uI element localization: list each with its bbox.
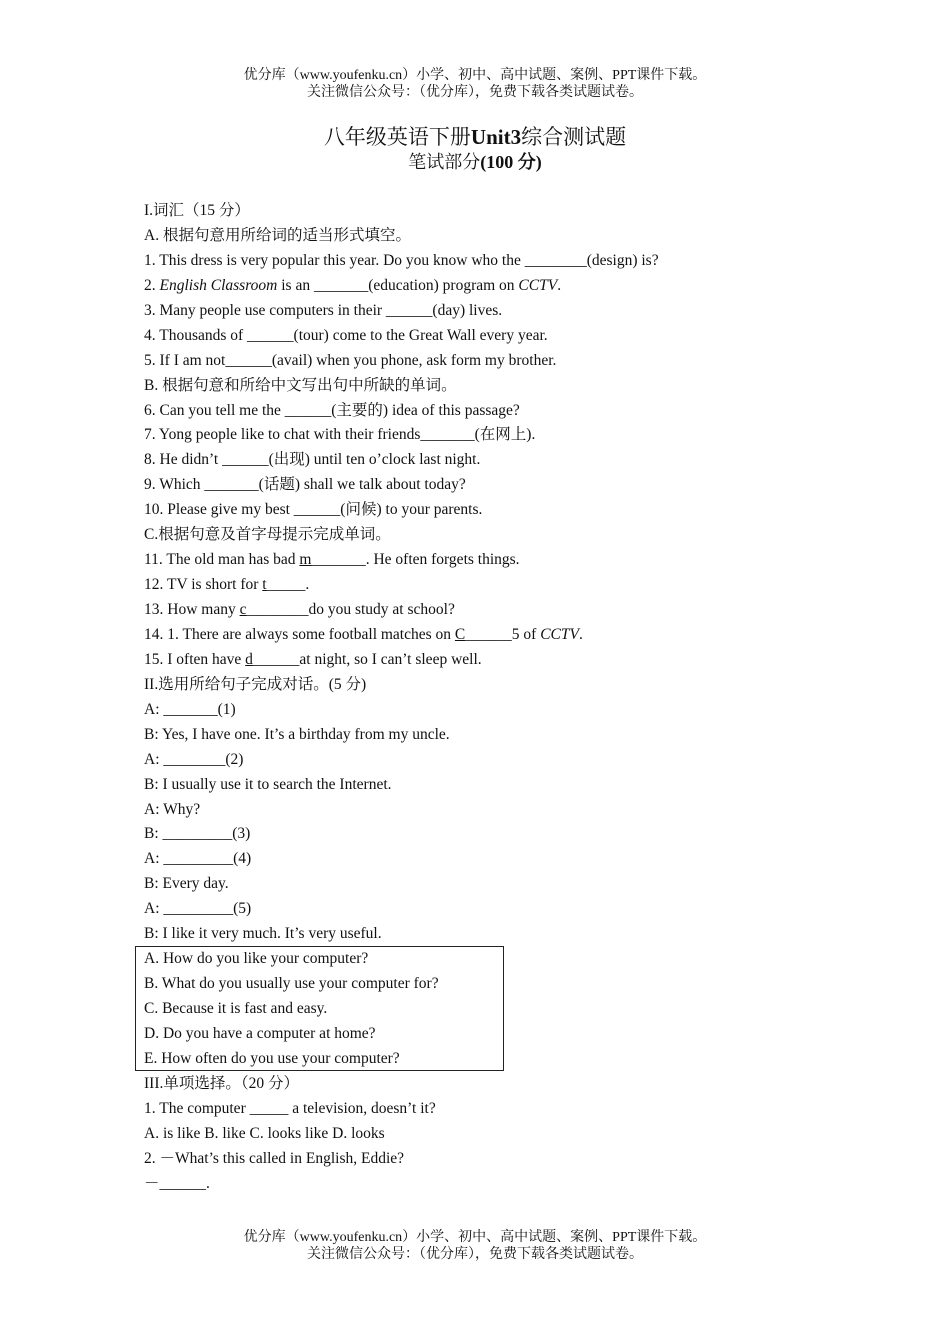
question-15 [144, 648, 844, 673]
page-subtitle [0, 151, 950, 173]
dialogue-line: B: _________(3) [144, 825, 251, 843]
dialogue-line: A: _________(4) [144, 850, 252, 868]
question-13 [144, 598, 844, 623]
dialogue-line: A: ________(2) [144, 750, 244, 768]
exam-content [144, 199, 844, 1197]
question-1: 1. This dress is very popular this year. Do you know who the ________(design) is? [144, 251, 659, 269]
dialogue-line: A: _______(1) [144, 700, 236, 718]
page-footer [0, 1229, 950, 1263]
question-11 [144, 548, 844, 573]
q11-initial: m [299, 551, 312, 569]
q14-post: . [578, 625, 583, 643]
question-8: 8. He didn’t ______(出现) until ten o’clock last night. [144, 451, 481, 469]
question-10: 10. Please give my best ______(问候) to your parents. [144, 501, 483, 519]
option-b: B. What do you usually use your computer for? [144, 975, 439, 993]
header-line-1: 优分库（www.youfenku.cn）小学、初中、高中试题、案例、PPT课件下载。 [243, 68, 707, 83]
q2-mid: is an _______(education) program on [277, 276, 519, 294]
footer-line-1: 优分库（www.youfenku.cn）小学、初中、高中试题、案例、PPT课件下载。 [243, 1230, 707, 1245]
question-5: 5. If I am not______(avail) when you phone, ask form my brother. [144, 351, 557, 369]
q14-italic: CCTV [540, 625, 579, 643]
option-c: C. Because it is fast and easy. [144, 1000, 328, 1017]
q14-pre: 14. 1. There are always some football matches on [144, 625, 455, 643]
q14-initial: C [454, 625, 466, 643]
section-dialogue-heading: II.选用所给句子完成对话。(5 分) [144, 675, 367, 693]
q12-post: _____. [266, 576, 310, 594]
dialogue-line: A: _________(5) [144, 900, 252, 918]
q15-initial: d [245, 650, 253, 668]
q15-pre: 15. I often have [144, 650, 246, 668]
q12-pre: 12. TV is short for [144, 576, 263, 594]
option-e: E. How often do you use your computer? [144, 1049, 400, 1067]
question-6: 6. Can you tell me the ______(主要的) idea of this passage? [144, 401, 520, 419]
question-14 [144, 623, 844, 648]
question-4: 4. Thousands of ______(tour) come to the Great Wall every year. [144, 326, 548, 344]
section-vocab-heading: I.词汇（15 分） [144, 202, 250, 219]
question-2 [144, 274, 844, 299]
footer-line-2: 关注微信公众号：（优分库），免费下载各类试题试卷。 [307, 1247, 643, 1262]
question-12 [144, 573, 844, 598]
dialogue-line: B: Every day. [144, 875, 229, 893]
question-3: 3. Many people use computers in their ______(day) lives. [144, 301, 503, 319]
q15-post: ______at night, so I can’t sleep well. [252, 650, 482, 668]
choice-question-1: 1. The computer _____ a television, doesn’t it? [144, 1099, 436, 1117]
dialogue-line: B: Yes, I have one. It’s a birthday from my uncle. [144, 725, 450, 743]
question-7: 7. Yong people like to chat with their friends_______(在网上). [144, 426, 536, 444]
dialogue-line: A: Why? [144, 800, 201, 818]
question-9: 9. Which _______(话题) shall we talk about today? [144, 476, 466, 494]
q2-italic-2: CCTV [518, 276, 558, 294]
q13-pre: 13. How many [144, 601, 240, 618]
choice-question-2-answer: －______. [144, 1174, 210, 1192]
title-post: 综合测试题 [521, 125, 627, 149]
q11-post: _______. He often forgets things. [311, 551, 520, 569]
subtitle-bold: (100 分) [480, 152, 542, 172]
q2-post: . [557, 276, 562, 294]
section-choice-heading: III.单项选择。（20 分） [144, 1074, 299, 1092]
q12-initial: t [262, 576, 267, 594]
q13-initial: c [239, 601, 247, 618]
q11-pre: 11. The old man has bad [144, 551, 300, 569]
q13-post: ________do you study at school? [246, 601, 455, 618]
page-title [0, 124, 950, 150]
subtitle-pre: 笔试部分 [408, 152, 481, 172]
q14-mid: ______5 of [465, 625, 541, 643]
part-c-instruction: C.根据句意及首字母提示完成单词。 [144, 526, 391, 544]
part-a-instruction: A. 根据句意用所给词的适当形式填空。 [144, 226, 411, 244]
title-pre: 八年级英语下册 [323, 125, 471, 149]
header-line-2: 关注微信公众号：（优分库），免费下载各类试题试卷。 [307, 85, 643, 100]
part-b-instruction: B. 根据句意和所给中文写出句中所缺的单词。 [144, 376, 457, 394]
page-header [0, 67, 950, 101]
q2-pre: 2. [144, 276, 160, 294]
option-d: D. Do you have a computer at home? [144, 1024, 376, 1042]
choice-question-1-options: A. is like B. like C. looks like D. looks [144, 1124, 385, 1142]
dialogue-line: B: I usually use it to search the Internet. [144, 775, 392, 793]
choice-question-2: 2. －What’s this called in English, Eddie? [144, 1149, 405, 1167]
dialogue-line: B: I like it very much. It’s very useful. [144, 925, 382, 943]
q2-italic-1: English Classroom [159, 276, 278, 294]
title-bold: Unit3 [470, 125, 522, 149]
option-a: A. How do you like your computer? [144, 950, 369, 968]
